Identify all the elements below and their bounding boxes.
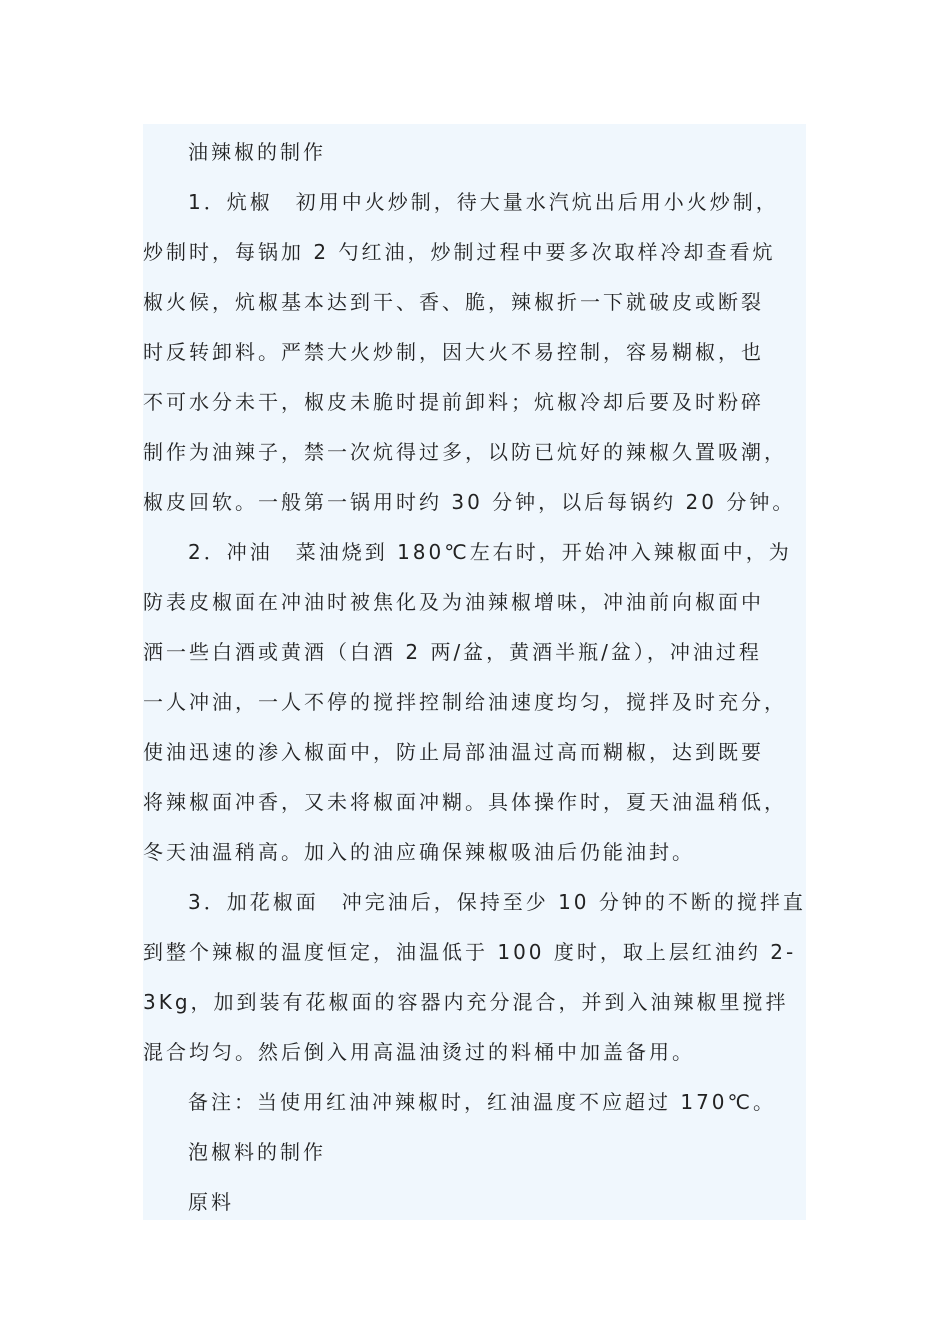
paragraph-line: 冬天油温稍高。加入的油应确保辣椒吸油后仍能油封。 xyxy=(143,840,695,864)
paragraph-line: 1．炕椒 初用中火炒制，待大量水汽炕出后用小火炒制， xyxy=(188,190,779,214)
paragraph-line: 炒制时，每锅加 2 勺红油，炒制过程中要多次取样冷却查看炕 xyxy=(143,240,776,264)
paragraph-line: 3Kg，加到装有花椒面的容器内充分混合，并到入油辣椒里搅拌 xyxy=(143,990,789,1014)
paragraph-line: 一人冲油，一人不停的搅拌控制给油速度均匀，搅拌及时充分， xyxy=(143,690,787,714)
note-line: 备注：当使用红油冲辣椒时，红油温度不应超过 170℃。 xyxy=(188,1090,776,1114)
paragraph-line: 将辣椒面冲香，又未将椒面冲糊。具体操作时，夏天油温稍低， xyxy=(143,790,787,814)
paragraph-line: 到整个辣椒的温度恒定，油温低于 100 度时，取上层红油约 2- xyxy=(143,940,797,964)
paragraph-line: 3．加花椒面 冲完油后，保持至少 10 分钟的不断的搅拌直 xyxy=(188,890,806,914)
section-heading-oil-chili: 油辣椒的制作 xyxy=(188,140,326,164)
paragraph-line: 不可水分未干，椒皮未脆时提前卸料；炕椒冷却后要及时粉碎 xyxy=(143,390,764,414)
document-text-block xyxy=(143,124,806,1220)
paragraph-line: 洒一些白酒或黄酒（白酒 2 两/盆，黄酒半瓶/盆），冲油过程 xyxy=(143,640,762,664)
paragraph-line: 时反转卸料。严禁大火炒制，因大火不易控制，容易糊椒，也 xyxy=(143,340,764,364)
section-heading-pickled-pepper: 泡椒料的制作 xyxy=(188,1140,326,1164)
paragraph-line: 混合均匀。然后倒入用高温油烫过的料桶中加盖备用。 xyxy=(143,1040,695,1064)
subheading-ingredients: 原料 xyxy=(188,1190,234,1214)
paragraph-line: 椒火候，炕椒基本达到干、香、脆，辣椒折一下就破皮或断裂 xyxy=(143,290,764,314)
paragraph-line: 使油迅速的渗入椒面中，防止局部油温过高而糊椒，达到既要 xyxy=(143,740,764,764)
paragraph-line: 2．冲油 菜油烧到 180℃左右时，开始冲入辣椒面中，为 xyxy=(188,540,792,564)
paragraph-line: 制作为油辣子，禁一次炕得过多，以防已炕好的辣椒久置吸潮， xyxy=(143,440,787,464)
paragraph-line: 防表皮椒面在冲油时被焦化及为油辣椒增味，冲油前向椒面中 xyxy=(143,590,764,614)
paragraph-line: 椒皮回软。一般第一锅用时约 30 分钟，以后每锅约 20 分钟。 xyxy=(143,490,796,514)
